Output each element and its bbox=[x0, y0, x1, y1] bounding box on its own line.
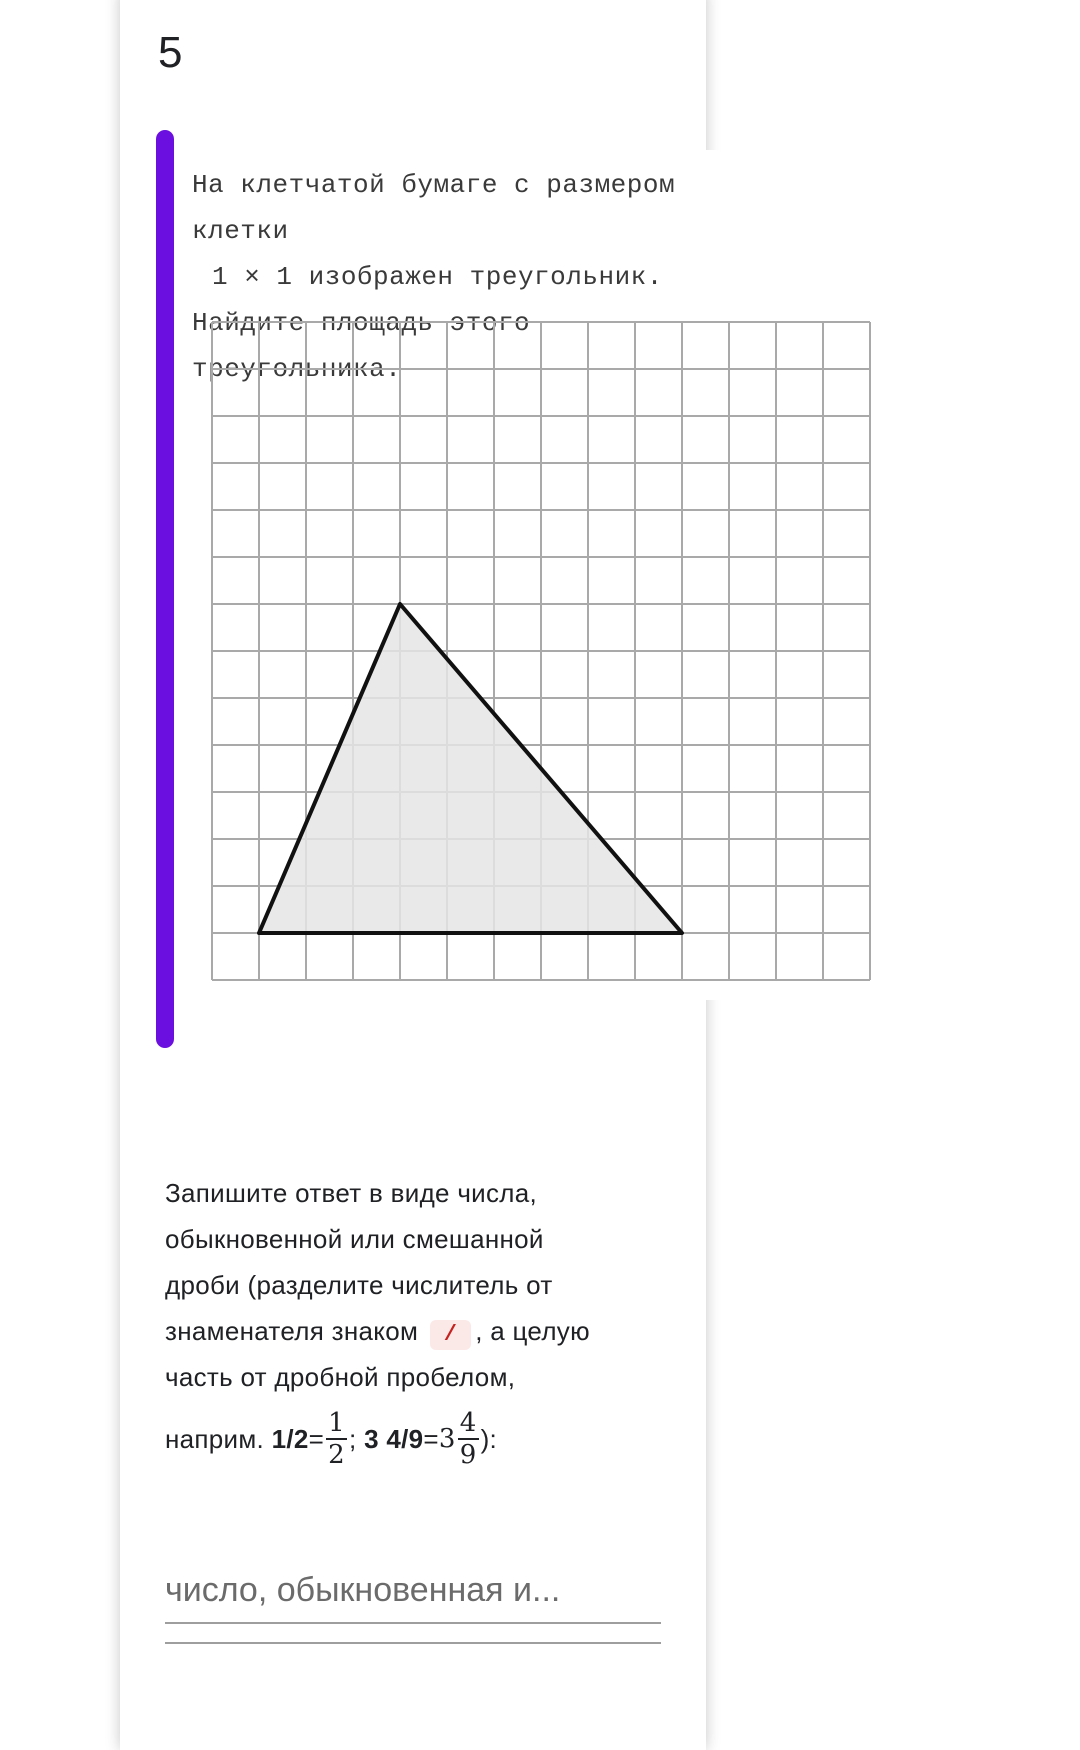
fraction-1-numerator: 1 bbox=[328, 1408, 345, 1438]
triangle-shape bbox=[259, 604, 682, 933]
answer-input[interactable] bbox=[165, 1560, 661, 1620]
example-prefix: наприм. bbox=[165, 1424, 265, 1454]
problem-image bbox=[174, 150, 724, 1000]
example-separator: ; bbox=[349, 1424, 357, 1454]
example-2-equals: = bbox=[423, 1424, 439, 1454]
instructions-line-2: обыкновенной или смешанной bbox=[165, 1224, 544, 1254]
instructions-line-3: дроби (разделите числитель от bbox=[165, 1270, 553, 1300]
fraction-four-ninths bbox=[458, 1408, 479, 1470]
slash-code-chip: / bbox=[430, 1320, 472, 1350]
mixed-whole-part: 3 bbox=[438, 1424, 456, 1454]
problem-line-2: 1 × 1 изображен треугольник. bbox=[212, 262, 663, 292]
question-number: 5 bbox=[158, 28, 183, 77]
example-suffix: ): bbox=[480, 1424, 498, 1454]
problem-line-3: Найдите площадь этого треугольника. bbox=[192, 308, 531, 384]
example-1-text: 1/2 bbox=[271, 1424, 309, 1454]
grid-triangle-figure bbox=[210, 320, 872, 982]
example-line bbox=[165, 1400, 685, 1478]
instructions-line-4 bbox=[165, 1308, 685, 1354]
fraction-one-half bbox=[326, 1408, 347, 1470]
instructions-line-1: Запишите ответ в виде числа, bbox=[165, 1178, 538, 1208]
answer-instructions bbox=[165, 1170, 685, 1478]
instructions-line-4-end: , а целую bbox=[475, 1316, 590, 1346]
answer-input-underline bbox=[165, 1622, 661, 1624]
instructions-line-5: часть от дробной пробелом, bbox=[165, 1362, 516, 1392]
answer-input-underline-secondary bbox=[165, 1642, 661, 1644]
problem-line-1: На клетчатой бумаге с размером клетки bbox=[192, 170, 676, 246]
fraction-2-numerator: 4 bbox=[459, 1408, 477, 1438]
fraction-2-denominator: 9 bbox=[459, 1440, 477, 1470]
instructions-line-4-start: знаменателя знаком bbox=[165, 1316, 419, 1346]
question-accent-bar bbox=[156, 130, 174, 1048]
example-2-text: 3 4/9 bbox=[364, 1424, 424, 1454]
fraction-1-denominator: 2 bbox=[328, 1440, 345, 1470]
example-1-equals: = bbox=[308, 1424, 325, 1454]
